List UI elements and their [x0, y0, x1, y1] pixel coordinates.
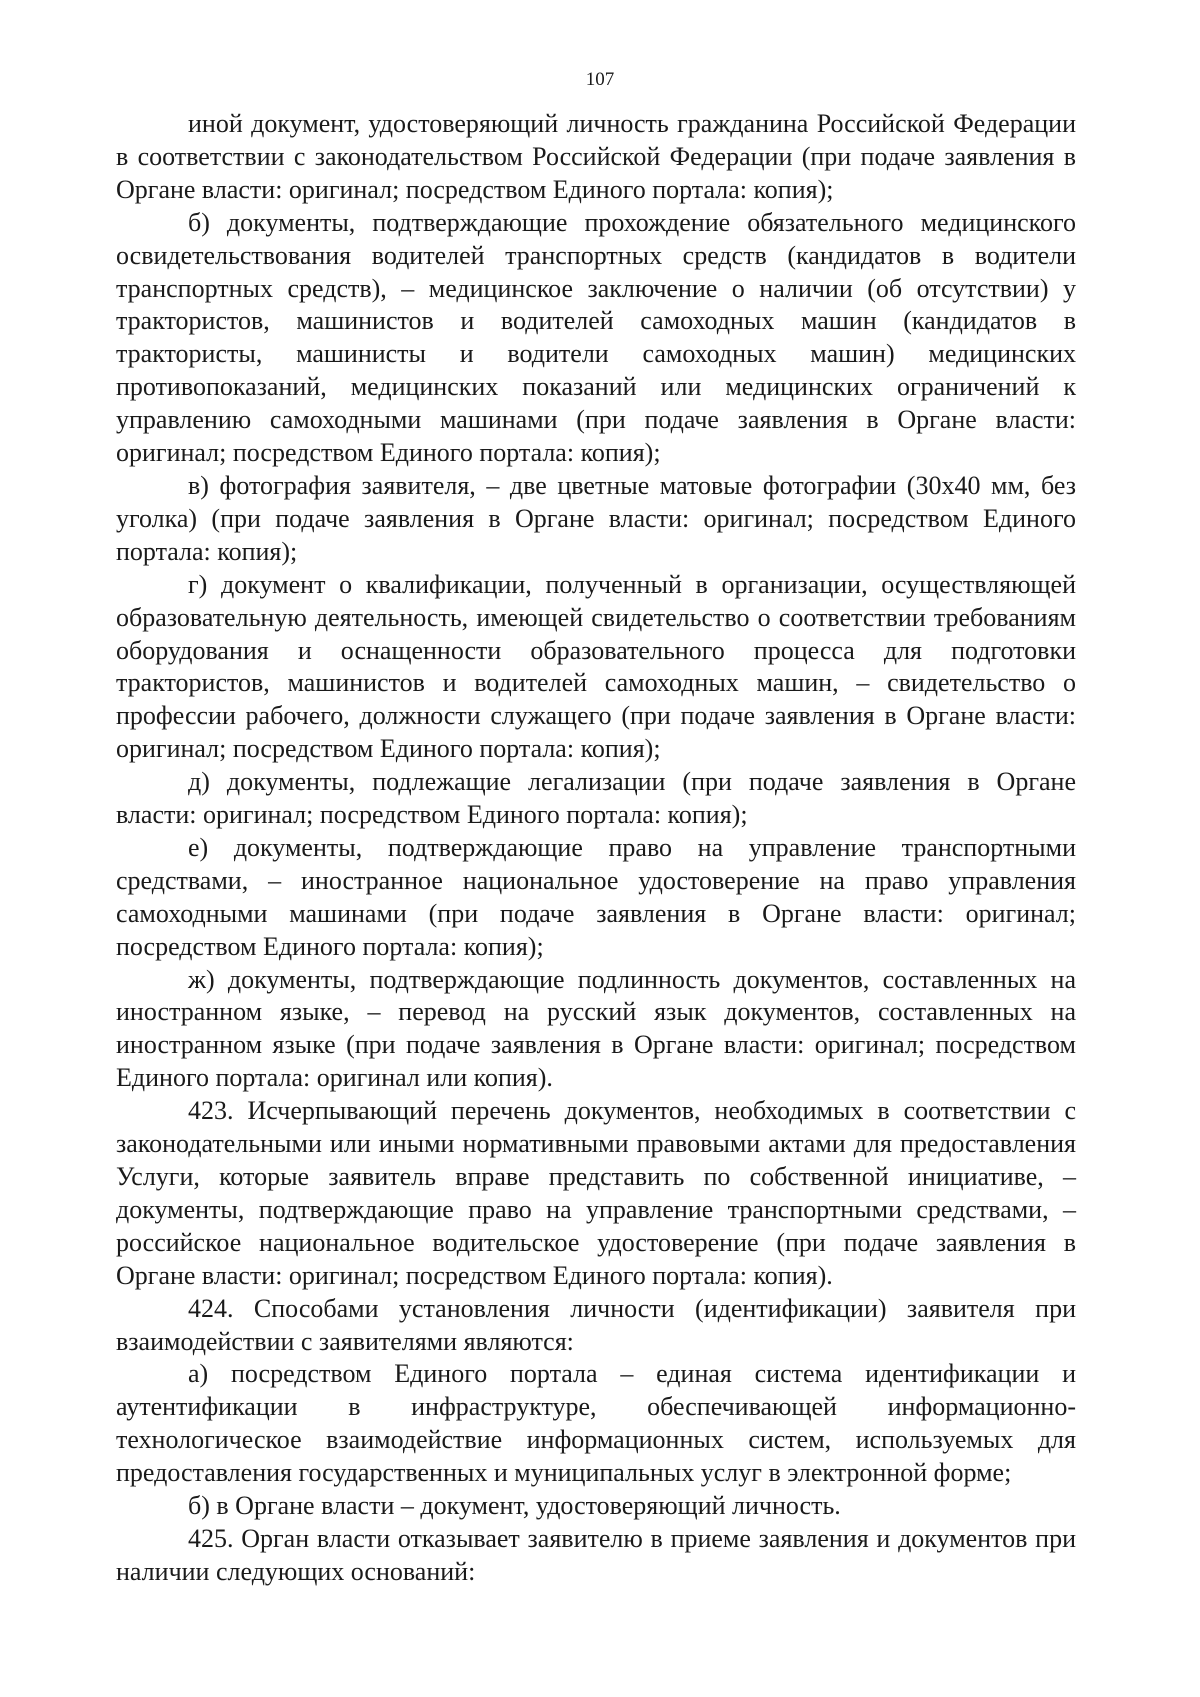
paragraph-item-g-qualification: г) документ о квалификации, полученный в организации, осуществляющей образовательную деятельность, имеющей свидетельство о соответствии требованиям оборудования и оснащенности образовательного процесса для подготовки трактористов, машинистов и водителей самоходных машин, – свидетельство о профессии рабочего, должности служащего (при подаче заявления в Органе власти: оригинал; посредством Единого портала: копия);: [116, 569, 1076, 764]
paragraph-424-item-b: б) в Органе власти – документ, удостоверяющий личность.: [188, 1491, 841, 1521]
paragraph-item-b-medical: б) документы, подтверждающие прохождение обязательного медицинского освидетельствования водителей транспортных средств (кандидатов в водители транспортных средств), – медицинское заключение о наличии (об отсутствии) у трактористов, машинистов и водителей самоходных машин (кандидатов в трактористы, машинисты и водители самоходных машин) медицинских противопоказаний, медицинских показаний или медицинских ограничений к управлению самоходными машинами (при подаче заявления в Органе власти: оригинал; посредством Единого портала: копия);: [116, 207, 1076, 468]
document-body: [116, 108, 1076, 1589]
paragraph-424-item-a: а) посредством Единого портала – единая система идентификации и аутентификации в инфраструктуре, обеспечивающей информационно-технологическое взаимодействие информационных систем, используемых для предоставления государственных и муниципальных услуг в электронной форме;: [116, 1359, 1076, 1488]
paragraph-identity-document: иной документ, удостоверяющий личность гражданина Российской Федерации в соответствии с законодательством Российской Федерации (при подаче заявления в Органе власти: оригинал; посредством Единого портала: копия);: [116, 109, 1076, 204]
paragraph-424: 424. Способами установления личности (идентификации) заявителя при взаимодействии с заявителями являются:: [116, 1293, 1076, 1356]
paragraph-423: 423. Исчерпывающий перечень документов, необходимых в соответствии с законодательными или иными нормативными правовыми актами для предоставления Услуги, которые заявитель вправе представить по собственной инициативе, – документы, подтверждающие право на управление транспортными средствами, – российское национальное водительское удостоверение (при подаче заявления в Органе власти: оригинал; посредством Единого портала: копия).: [116, 1096, 1076, 1290]
page-number: 107: [585, 69, 615, 90]
paragraph-item-v-photo: в) фотография заявителя, – две цветные матовые фотографии (30x40 мм, без уголка) (при подаче заявления в Органе власти: оригинал; посредством Единого портала: копия);: [116, 470, 1076, 566]
paragraph-item-zh-translation: ж) документы, подтверждающие подлинность документов, составленных на иностранном языке, – перевод на русский язык документов, составленных на иностранном языке (при подаче заявления в Органе власти: оригинал; посредством Единого портала: оригинал или копия).: [116, 964, 1076, 1093]
paragraph-item-d-legalization: д) документы, подлежащие легализации (при подаче заявления в Органе власти: оригинал; посредством Единого портала: копия);: [116, 767, 1076, 830]
paragraph-item-e-foreign-license: е) документы, подтверждающие право на управление транспортными средствами, – иностранное национальное удостоверение на право управления самоходными машинами (при подаче заявления в Органе власти: оригинал; посредством Единого портала: копия);: [116, 832, 1076, 961]
paragraph-425: 425. Орган власти отказывает заявителю в приеме заявления и документов при наличии следующих оснований:: [116, 1523, 1076, 1586]
